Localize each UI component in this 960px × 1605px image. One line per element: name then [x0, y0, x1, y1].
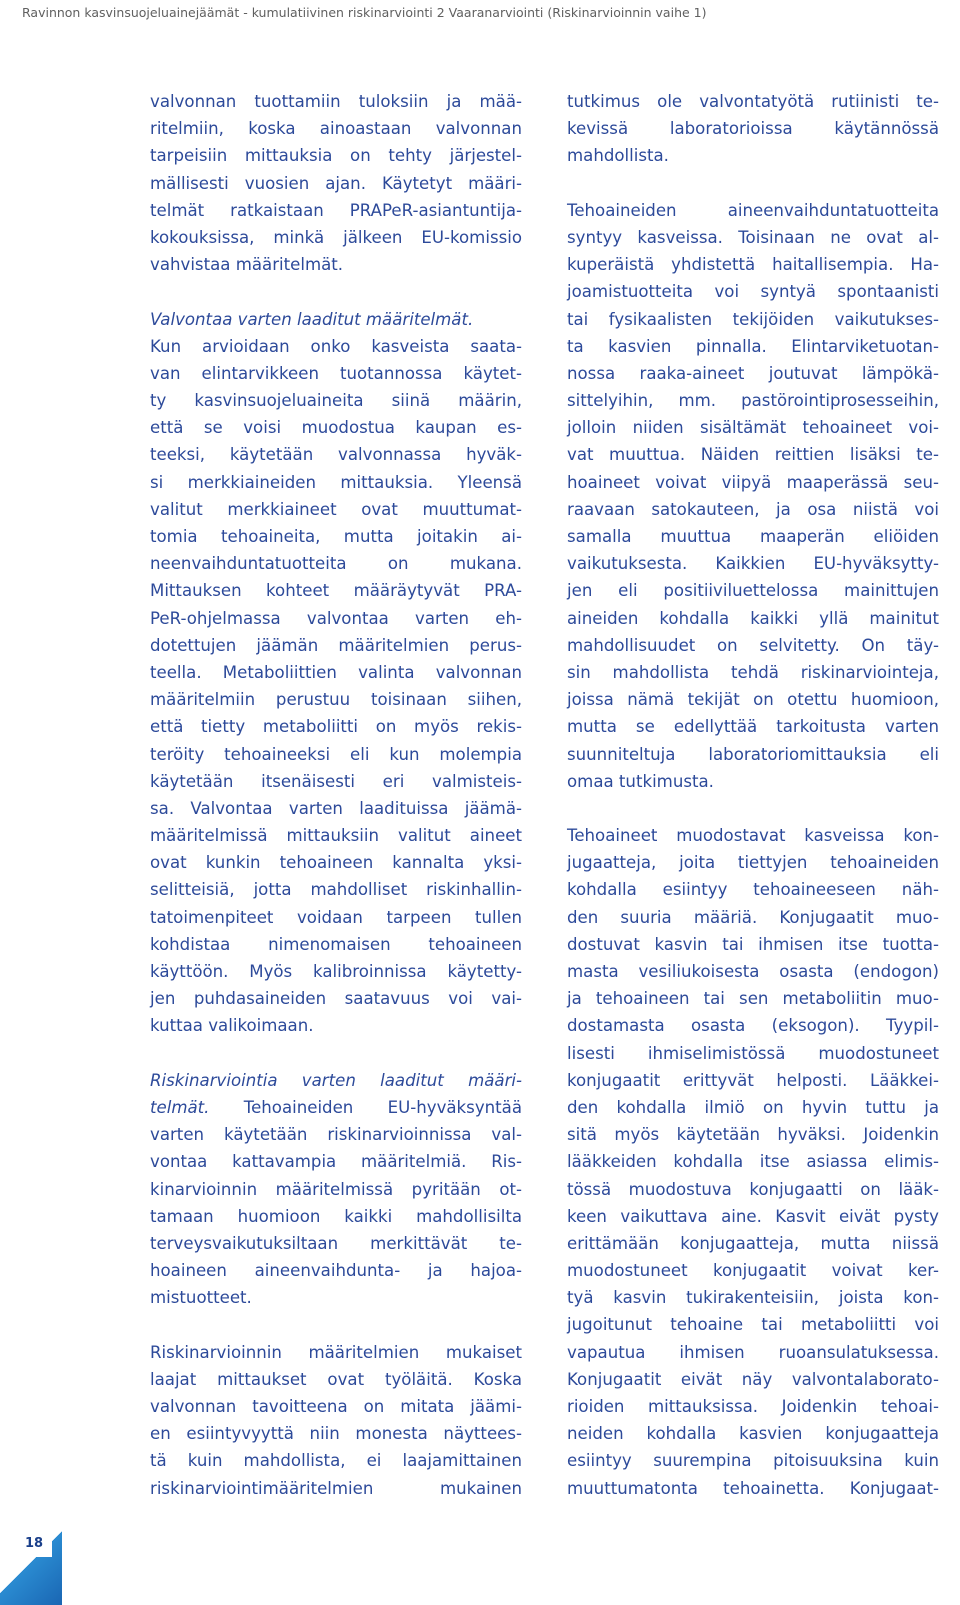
text-line — [567, 1094, 939, 1121]
text-line — [150, 876, 522, 903]
text-line — [150, 931, 522, 958]
line-text: aineiden kohdalla kaikki yllä mainitut — [567, 608, 939, 628]
text-line — [150, 1284, 522, 1311]
text-line — [150, 713, 522, 740]
line-text: Konjugaatit eivät näy valvontalaborato- — [567, 1369, 939, 1389]
text-line — [567, 1420, 939, 1447]
text-line — [567, 115, 939, 142]
line-text: samalla muuttua maaperän eliöiden — [567, 527, 939, 546]
text-line — [567, 496, 939, 523]
line-text: neenvaihduntatuotteita on mukana. — [150, 554, 522, 574]
text-line — [567, 142, 939, 169]
line-text: vapautua ihmisen ruoansulatuksessa. — [567, 1342, 939, 1362]
italic-heading-text: telmät. — [150, 1097, 210, 1117]
paragraph-gap — [567, 795, 939, 822]
text-line — [567, 876, 939, 903]
text-line — [150, 1094, 522, 1121]
text-line — [567, 985, 939, 1012]
italic-heading-text: Riskinarviointia varten laaditut määri- — [150, 1070, 522, 1090]
line-text: mistuotteet. — [150, 1288, 252, 1308]
text-line — [150, 985, 522, 1012]
text-line — [150, 849, 522, 876]
line-text: kohdistaa nimenomaisen tehoaineen — [150, 934, 522, 954]
line-text: lisesti ihmiselimistössä muodostuneet — [567, 1043, 939, 1063]
left-text-column — [150, 88, 522, 1502]
text-line — [150, 958, 522, 985]
line-text: tössä muodostuva konjugaatti on lääk- — [567, 1179, 939, 1199]
text-line — [567, 605, 939, 632]
line-text: dostamasta osasta (eksogon). Tyypil- — [567, 1016, 939, 1036]
text-line — [567, 686, 939, 713]
text-line — [150, 795, 522, 822]
line-text: määritelmiin perustuu toisinaan siihen, — [150, 690, 522, 710]
text-line — [150, 496, 522, 523]
text-line — [567, 88, 939, 115]
line-text: mahdollisuudet on selvitetty. On täy- — [567, 635, 939, 655]
text-line — [567, 1067, 939, 1094]
text-line — [150, 741, 522, 768]
line-text: konjugaatit erittyvät helposti. Lääkkei- — [567, 1070, 939, 1090]
text-line — [567, 360, 939, 387]
line-text: teella. Metaboliittien valinta valvonnan — [150, 662, 522, 682]
text-line — [567, 904, 939, 931]
line-text: Mittauksen kohteet määräytyvät PRA- — [150, 581, 522, 601]
text-line — [150, 387, 522, 414]
line-text: vontaa kattavampia määritelmiä. Ris- — [150, 1152, 522, 1172]
line-text: telmät ratkaistaan PRAPeR-asiantuntija- — [150, 200, 522, 220]
text-line — [567, 741, 939, 768]
text-line — [150, 1176, 522, 1203]
text-line — [150, 251, 522, 278]
line-text: tai fysikaalisten tekijöiden vaikutukses- — [567, 309, 939, 329]
text-line — [567, 849, 939, 876]
text-line — [567, 523, 939, 550]
text-line — [150, 632, 522, 659]
line-text: terveysvaikutuksiltaan merkittävät te- — [150, 1233, 522, 1253]
line-text: ovat kunkin tehoaineen kannalta yksi- — [150, 853, 522, 873]
text-line — [567, 713, 939, 740]
line-text: rioiden mittauksissa. Joidenkin tehoai- — [567, 1397, 939, 1416]
text-line — [150, 1420, 522, 1447]
line-text: kohdalla esiintyy tehoaineeseen näh- — [567, 880, 939, 900]
text-line — [567, 1339, 939, 1366]
line-text: kuperäistä yhdistettä haitallisempia. Ha- — [567, 255, 939, 275]
paragraph-gap — [150, 1311, 522, 1338]
line-text: tutkimus ole valvontatyötä rutiinisti te- — [567, 92, 939, 111]
line-text: den kohdalla ilmiö on hyvin tuttu ja — [567, 1097, 939, 1117]
line-text: joamistuotteita voi syntyä spontaanisti — [567, 282, 939, 302]
text-line — [150, 170, 522, 197]
text-line — [567, 1284, 939, 1311]
line-text: teeksi, käytetään valvonnassa hyväk- — [150, 445, 522, 465]
text-line — [150, 414, 522, 441]
text-line — [567, 550, 939, 577]
line-text: tomia tehoaineita, mutta joitakin ai- — [150, 527, 522, 546]
line-text: varten käytetään riskinarvioinnissa val- — [150, 1125, 522, 1145]
line-text: sittelyihin, mm. pastörointiprosesseihin, — [567, 391, 939, 411]
line-text: kinarvioinnin määritelmissä pyritään ot- — [150, 1179, 522, 1199]
line-text: omaa tutkimusta. — [567, 771, 714, 791]
page-number: 18 — [16, 1531, 52, 1557]
text-line — [567, 931, 939, 958]
line-text: valitut merkkiaineet ovat muuttumat- — [150, 499, 522, 519]
text-line — [150, 1475, 522, 1502]
text-line — [567, 1311, 939, 1338]
text-line — [150, 360, 522, 387]
text-line — [567, 1257, 939, 1284]
line-text: lääkkeiden kohdalla itse asiassa elimis- — [567, 1152, 939, 1172]
text-line — [150, 142, 522, 169]
line-text: hoaineen aineenvaihdunta- ja hajoa- — [150, 1261, 522, 1281]
line-text: mutta se edellyttää tarkoitusta varten — [567, 717, 939, 737]
line-text: nossa raaka-aineet joutuvat lämpökä- — [567, 363, 939, 383]
text-line — [567, 958, 939, 985]
text-line — [567, 1475, 939, 1502]
line-text: että tietty metaboliitti on myös rekis- — [150, 717, 522, 737]
text-line — [150, 1121, 522, 1148]
line-text: jugoitunut tehoaine tai metaboliitti voi — [567, 1315, 939, 1335]
paragraph-gap — [150, 1040, 522, 1067]
line-text: laajat mittaukset ovat työläitä. Koska — [150, 1369, 522, 1389]
line-text: raavaan satokauteen, ja osa niistä voi — [567, 499, 939, 519]
line-text: sa. Valvontaa varten laadituissa jäämä- — [150, 798, 522, 818]
line-text: mällisesti vuosien ajan. Käytetyt määri- — [150, 173, 522, 193]
text-line — [150, 605, 522, 632]
line-text: tyä kasvin tukirakenteisiin, joista kon- — [567, 1288, 939, 1308]
text-line — [567, 387, 939, 414]
text-line — [150, 523, 522, 550]
text-line — [150, 1447, 522, 1474]
line-text: neiden kohdalla kasvien konjugaatteja — [567, 1424, 939, 1444]
line-text: kokouksissa, minkä jälkeen EU-komissio — [150, 227, 522, 247]
text-line — [150, 577, 522, 604]
line-text: Tehoaineiden EU-hyväksyntää — [209, 1097, 522, 1117]
line-text: jen eli positiiviluettelossa mainittujen — [567, 581, 939, 601]
italic-heading-text: Valvontaa varten laaditut määritelmät. — [150, 309, 474, 329]
line-text: hoaineet voivat viipyä maaperässä seu- — [567, 472, 939, 492]
text-line — [150, 88, 522, 115]
text-line — [567, 469, 939, 496]
text-line — [150, 1230, 522, 1257]
line-text: dotettujen jäämän määritelmien perus- — [150, 635, 522, 655]
line-text: selitteisiä, jotta mahdolliset riskinhallin- — [150, 880, 522, 900]
running-header: Ravinnon kasvinsuojeluainejäämät - kumulatiivinen riskinarviointi 2 Vaaranarviointi (Riskinarvioinnin vaihe 1) — [22, 5, 707, 20]
line-text: sin mahdollista tehdä riskinarviointeja, — [567, 662, 939, 682]
text-line — [567, 251, 939, 278]
line-text: Tehoaineet muodostavat kasveissa kon- — [567, 826, 939, 846]
line-text: vat muuttua. Näiden reittien lisäksi te- — [567, 445, 939, 465]
line-text: valvonnan tavoitteena on mitata jäämi- — [150, 1397, 522, 1416]
paragraph-gap — [150, 278, 522, 305]
text-line — [567, 441, 939, 468]
text-line — [567, 414, 939, 441]
line-text: masta vesiliukoisesta osasta (endogon) — [567, 962, 939, 981]
line-text: joissa nämä tekijät on otettu huomioon, — [567, 690, 939, 710]
text-line — [567, 1012, 939, 1039]
line-text: muodostuneet konjugaatit voivat ker- — [567, 1261, 939, 1281]
line-text: Kun arvioidaan onko kasveista saata- — [150, 336, 522, 356]
line-text: muuttumatonta tehoainetta. Konjugaat- — [567, 1478, 939, 1498]
text-line — [150, 224, 522, 251]
text-line — [567, 333, 939, 360]
line-text: ja tehoaineen tai sen metaboliitin muo- — [567, 989, 939, 1009]
text-line — [150, 659, 522, 686]
line-text: Riskinarvioinnin määritelmien mukaiset — [150, 1342, 522, 1362]
line-text: en esiintyvyyttä niin monesta näyttees- — [150, 1424, 522, 1444]
line-text: esiintyy suurempina pitoisuuksina kuin — [567, 1451, 939, 1471]
line-text: teröity tehoaineeksi eli kun molempia — [150, 744, 522, 764]
line-text: tamaan huomioon kaikki mahdollisilta — [150, 1206, 522, 1226]
text-line — [567, 1393, 939, 1420]
line-text: määritelmissä mittauksiin valitut aineet — [150, 826, 522, 846]
text-line — [150, 1366, 522, 1393]
line-text: että se voisi muodostua kaupan es- — [150, 418, 522, 438]
line-text: erittämään konjugaatteja, mutta niissä — [567, 1233, 939, 1253]
line-text: mahdollista. — [567, 146, 669, 166]
line-text: sitä myös käytetään hyväksi. Joidenkin — [567, 1125, 939, 1145]
text-line — [150, 768, 522, 795]
text-line — [567, 1447, 939, 1474]
line-text: kevissä laboratorioissa käytännössä — [567, 119, 939, 139]
text-line — [567, 197, 939, 224]
line-text: käytetään itsenäisesti eri valmisteis- — [150, 771, 522, 791]
text-line — [150, 1339, 522, 1366]
line-text: jen puhdasaineiden saatavuus voi vai- — [150, 989, 522, 1009]
text-line — [150, 1012, 522, 1039]
line-text: si merkkiaineiden mittauksia. Yleensä — [150, 472, 522, 492]
line-text: kuttaa valikoimaan. — [150, 1016, 314, 1036]
text-line — [150, 550, 522, 577]
line-text: PeR-ohjelmassa valvontaa varten eh- — [150, 608, 522, 628]
line-text: syntyy kasveissa. Toisinaan ne ovat al- — [567, 227, 939, 247]
text-line — [567, 306, 939, 333]
line-text: keen vaikuttava aine. Kasvit eivät pysty — [567, 1206, 939, 1226]
line-text: ritelmiin, koska ainoastaan valvonnan — [150, 119, 522, 139]
line-text: käyttöön. Myös kalibroinnissa käytetty- — [150, 962, 522, 981]
line-text: Tehoaineiden aineenvaihduntatuotteita — [567, 200, 939, 220]
text-line — [567, 1176, 939, 1203]
text-line — [150, 822, 522, 849]
text-line — [567, 659, 939, 686]
line-text: suunniteltuja laboratoriomittauksia eli — [567, 744, 939, 764]
text-line — [150, 1067, 522, 1094]
text-line — [150, 306, 522, 333]
text-line — [567, 822, 939, 849]
line-text: vaikutuksesta. Kaikkien EU-hyväksytty- — [567, 554, 939, 574]
text-line — [567, 1366, 939, 1393]
text-line — [567, 1121, 939, 1148]
line-text: tatoimenpiteet voidaan tarpeen tullen — [150, 907, 522, 927]
text-line — [150, 333, 522, 360]
text-line — [567, 1203, 939, 1230]
text-line — [150, 1257, 522, 1284]
line-text: jolloin niiden sisältämät tehoaineet voi- — [567, 418, 939, 438]
text-line — [150, 1148, 522, 1175]
line-text: valvonnan tuottamiin tuloksiin ja mää- — [150, 92, 522, 111]
line-text: riskinarviointimääritelmien mukainen — [150, 1478, 522, 1498]
text-line — [567, 577, 939, 604]
line-text: ty kasvinsuojeluaineita siinä määrin, — [150, 391, 522, 411]
text-line — [150, 469, 522, 496]
text-line — [150, 197, 522, 224]
text-line — [567, 224, 939, 251]
line-text: jugaatteja, joita tiettyjen tehoaineiden — [567, 853, 939, 873]
paragraph-gap — [567, 170, 939, 197]
line-text: van elintarvikkeen tuotannossa käytet- — [150, 363, 522, 383]
text-line — [150, 1203, 522, 1230]
text-line — [567, 768, 939, 795]
text-line — [567, 1148, 939, 1175]
text-line — [567, 632, 939, 659]
text-line — [150, 686, 522, 713]
right-text-column — [567, 88, 939, 1502]
line-text: vahvistaa määritelmät. — [150, 255, 344, 275]
text-line — [150, 1393, 522, 1420]
text-line — [567, 278, 939, 305]
line-text: dostuvat kasvin tai ihmisen itse tuotta- — [567, 934, 939, 954]
line-text: den suuria määriä. Konjugaatit muo- — [567, 907, 939, 927]
text-line — [150, 441, 522, 468]
line-text: tä kuin mahdollista, ei laajamittainen — [150, 1451, 522, 1471]
line-text: ta kasvien pinnalla. Elintarviketuotan- — [567, 336, 939, 356]
text-line — [567, 1040, 939, 1067]
text-line — [150, 904, 522, 931]
text-line — [567, 1230, 939, 1257]
text-line — [150, 115, 522, 142]
line-text: tarpeisiin mittauksia on tehty järjestel- — [150, 146, 522, 166]
